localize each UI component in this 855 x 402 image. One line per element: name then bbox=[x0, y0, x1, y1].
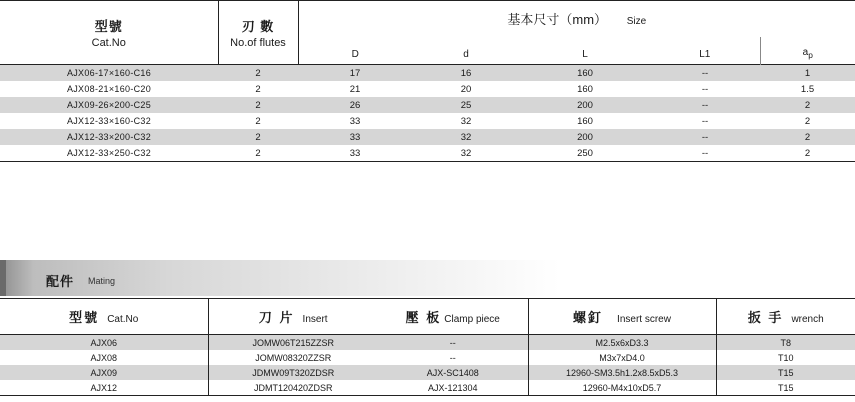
col-header-d: d bbox=[463, 49, 469, 60]
size-row bbox=[0, 97, 855, 113]
screw-header-zh: 螺釘 bbox=[573, 309, 604, 325]
mating-title-en: Mating bbox=[88, 276, 116, 286]
cell-L1: -- bbox=[701, 115, 709, 127]
cell-d: 32 bbox=[460, 147, 472, 159]
cell-D: 17 bbox=[298, 65, 412, 82]
cell-clamp: -- bbox=[378, 335, 528, 351]
mating-row bbox=[0, 350, 855, 365]
cell-L: 160 bbox=[520, 65, 650, 82]
cat-no-header bbox=[0, 1, 218, 65]
cell-clamp: AJX-121304 bbox=[378, 380, 528, 396]
insert-header bbox=[208, 299, 378, 335]
cell-D: 26 bbox=[298, 97, 412, 113]
flutes-header-zh: 刃 數 bbox=[241, 19, 275, 34]
cell-wrench: T8 bbox=[716, 335, 855, 351]
size-row bbox=[0, 65, 855, 82]
cell-L: 250 bbox=[577, 147, 593, 159]
cell-insert: JDMW09T320ZDSR bbox=[208, 365, 378, 380]
cell-L1: -- bbox=[701, 147, 709, 159]
cell-cat: AJX08-21×160-C20 bbox=[66, 84, 152, 94]
banner-edge bbox=[0, 260, 6, 296]
wrench-header bbox=[716, 299, 855, 335]
cat-no-header-en: Cat.No bbox=[91, 37, 126, 49]
col-header-L: L bbox=[582, 49, 588, 60]
cell-screw: 12960-SM3.5h1.2x8.5xD5.3 bbox=[528, 365, 716, 380]
size-row bbox=[0, 81, 855, 97]
cell-cat: AJX08 bbox=[90, 352, 118, 363]
cell-wrench: T15 bbox=[716, 365, 855, 380]
col-header-ap bbox=[760, 37, 855, 65]
cell-flutes: 2 bbox=[255, 83, 261, 95]
cat-no-header-zh: 型號 bbox=[94, 19, 123, 34]
cell-cat: AJX12-33×250-C32 bbox=[66, 148, 152, 158]
insert-header-en: Insert bbox=[302, 313, 328, 325]
screw-header-en: Insert screw bbox=[617, 313, 671, 325]
cell-clamp: -- bbox=[449, 352, 456, 363]
mating-table bbox=[0, 298, 855, 396]
size-row bbox=[0, 145, 855, 162]
cell-screw: M3x7xD4.0 bbox=[528, 350, 716, 365]
cell-d: 20 bbox=[460, 83, 472, 95]
cell-cat: AJX12 bbox=[0, 380, 208, 396]
cell-screw: M2.5x6xD3.3 bbox=[528, 335, 716, 351]
size-header bbox=[298, 1, 855, 37]
cell-ap: 2 bbox=[760, 129, 855, 145]
flutes-header-en: No.of flutes bbox=[230, 37, 286, 49]
wrench-header-zh: 扳 手 bbox=[747, 309, 784, 325]
cell-L1: -- bbox=[650, 65, 760, 82]
size-row bbox=[0, 129, 855, 145]
cell-L1: -- bbox=[701, 83, 709, 95]
col-header-ap-sub: p bbox=[808, 50, 813, 60]
insert-header-zh: 刀 片 bbox=[258, 309, 295, 325]
cell-D: 33 bbox=[349, 115, 361, 127]
cell-ap: 2 bbox=[760, 97, 855, 113]
cell-d: 32 bbox=[460, 115, 472, 127]
cell-flutes: 2 bbox=[218, 65, 298, 82]
cell-ap: 1 bbox=[760, 65, 855, 82]
cell-insert: JDMT120420ZDSR bbox=[208, 380, 378, 396]
cell-ap: 2 bbox=[804, 147, 811, 159]
mating-cat-header bbox=[0, 299, 208, 335]
mating-cat-header-en: Cat.No bbox=[107, 313, 139, 325]
cell-L: 200 bbox=[520, 97, 650, 113]
cell-L: 200 bbox=[520, 129, 650, 145]
cell-insert: JOMW06T215ZZSR bbox=[208, 335, 378, 351]
mating-cat-header-zh: 型號 bbox=[69, 309, 100, 325]
cell-L1: -- bbox=[650, 129, 760, 145]
mating-row bbox=[0, 365, 855, 380]
cell-D: 21 bbox=[349, 83, 361, 95]
mating-banner bbox=[0, 260, 560, 296]
cell-L: 160 bbox=[577, 115, 593, 127]
clamp-header-en: Clamp piece bbox=[444, 313, 500, 325]
size-header-en: Size bbox=[626, 16, 647, 28]
cell-d: 32 bbox=[412, 129, 520, 145]
col-header-D: D bbox=[298, 37, 412, 65]
cell-D: 33 bbox=[298, 129, 412, 145]
cell-cat: AJX12-33×160-C32 bbox=[66, 116, 152, 126]
cell-cat: AJX06 bbox=[0, 335, 208, 351]
cell-L1: -- bbox=[650, 97, 760, 113]
col-header-L1: L1 bbox=[699, 49, 711, 60]
clamp-header-zh: 壓 板 bbox=[405, 309, 442, 325]
wrench-header-en: wrench bbox=[791, 313, 824, 325]
cell-ap: 1.5 bbox=[800, 83, 815, 95]
clamp-header bbox=[378, 299, 528, 335]
flutes-header bbox=[218, 1, 298, 65]
cell-D: 33 bbox=[349, 147, 361, 159]
cell-cat: AJX06-17×160-C16 bbox=[0, 65, 218, 82]
cell-cat: AJX09 bbox=[0, 365, 208, 380]
cell-wrench: T15 bbox=[716, 380, 855, 396]
mating-row bbox=[0, 380, 855, 396]
cell-screw: 12960-M4x10xD5.7 bbox=[528, 380, 716, 396]
mating-row bbox=[0, 335, 855, 351]
cell-flutes: 2 bbox=[255, 115, 261, 127]
mating-title-zh: 配件 bbox=[46, 274, 75, 289]
size-header-zh: 基本尺寸（mm） bbox=[507, 12, 608, 28]
size-row bbox=[0, 113, 855, 129]
cell-L: 160 bbox=[577, 83, 593, 95]
size-table bbox=[0, 0, 855, 162]
cell-wrench: T10 bbox=[716, 350, 855, 365]
cell-ap: 2 bbox=[804, 115, 811, 127]
cell-cat: AJX12-33×200-C32 bbox=[0, 129, 218, 145]
cell-flutes: 2 bbox=[218, 97, 298, 113]
cell-clamp: AJX-SC1408 bbox=[378, 365, 528, 380]
cell-d: 25 bbox=[412, 97, 520, 113]
cell-cat: AJX09-26×200-C25 bbox=[0, 97, 218, 113]
mating-header-row bbox=[0, 299, 855, 335]
col-header-ap-main: a bbox=[802, 47, 809, 58]
screw-header bbox=[528, 299, 716, 335]
cell-insert: JOMW08320ZZSR bbox=[208, 350, 378, 365]
cell-d: 16 bbox=[412, 65, 520, 82]
cell-flutes: 2 bbox=[218, 129, 298, 145]
cell-flutes: 2 bbox=[255, 147, 261, 159]
